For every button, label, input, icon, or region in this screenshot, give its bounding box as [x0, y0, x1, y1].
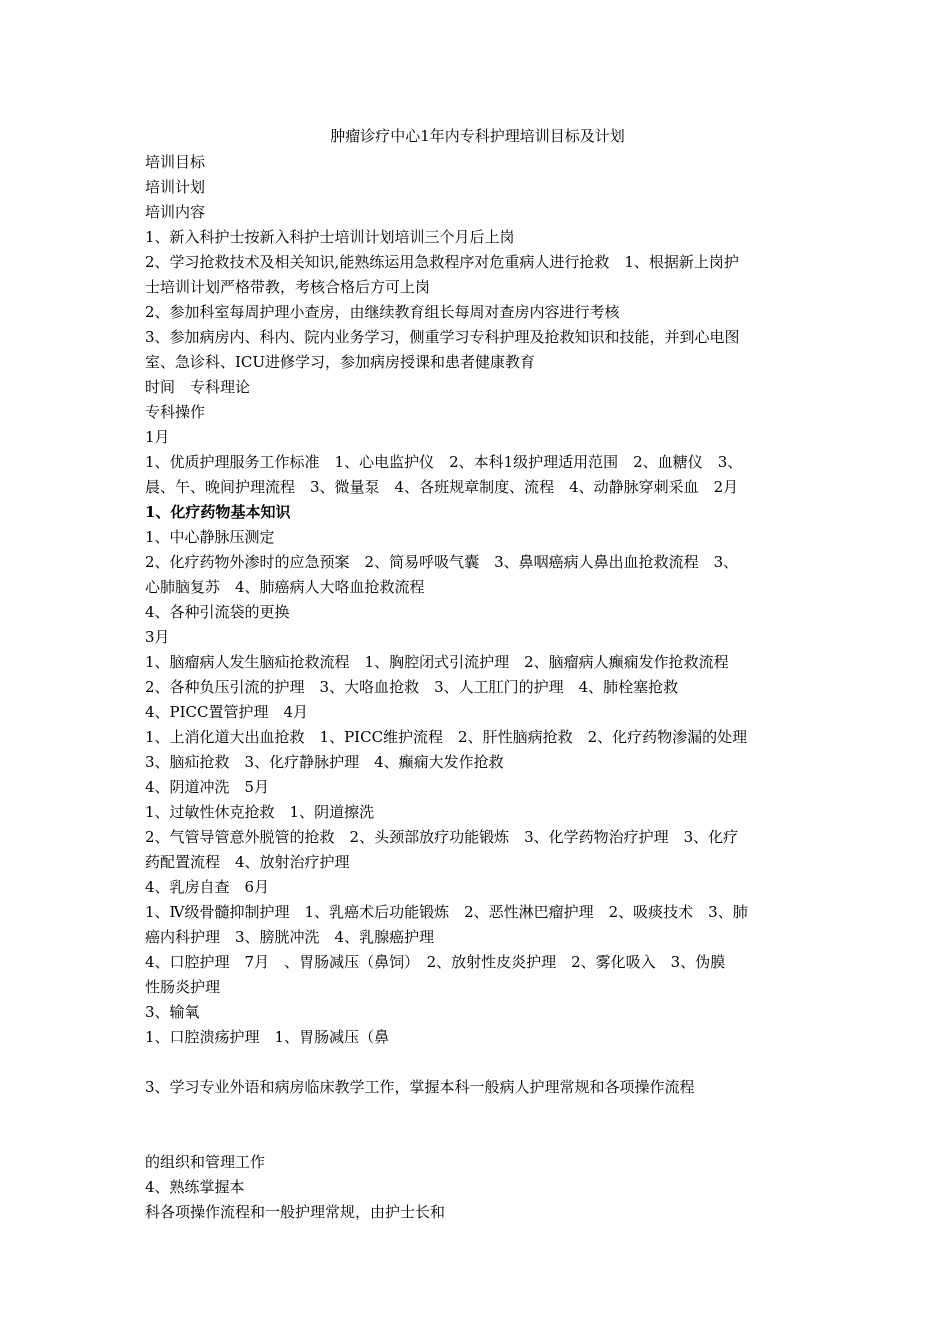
- text-line: 科各项操作流程和一般护理常规，由护士长和: [145, 1203, 446, 1221]
- text-line: 室、急诊科、ICU进修学习，参加病房授课和患者健康教育: [145, 353, 536, 371]
- text-line: 癌内科护理 3、膀胱冲洗 4、乳腺癌护理: [145, 928, 435, 946]
- text-line: 1、过敏性休克抢救 1、阴道擦洗: [145, 803, 375, 821]
- text-line: 2、化疗药物外渗时的应急预案 2、简易呼吸气囊 3、鼻咽癌病人鼻出血抢救流程 3、: [145, 553, 739, 571]
- text-line-bold: 1、化疗药物基本知识: [145, 503, 291, 521]
- text-line: 4、各种引流袋的更换: [145, 603, 290, 621]
- text-line: 4、口腔护理 7月 、胃肠减压（鼻饲） 2、放射性皮炎护理 2、雾化吸入 3、伪膜: [145, 953, 726, 971]
- text-line: 培训内容: [145, 203, 206, 221]
- text-line: 的组织和管理工作: [145, 1153, 266, 1171]
- text-line: 1、中心静脉压测定: [145, 528, 275, 546]
- text-line: 4、阴道冲洗 5月: [145, 778, 270, 796]
- text-line: 4、乳房自查 6月: [145, 878, 270, 896]
- text-line: 1、脑瘤病人发生脑疝抢救流程 1、胸腔闭式引流护理 2、脑瘤病人癫痫发作抢救流程: [145, 653, 729, 671]
- text-line: 3、脑疝抢救 3、化疗静脉护理 4、癫痫大发作抢救: [145, 753, 504, 771]
- text-line: 心肺脑复苏 4、肺癌病人大咯血抢救流程: [145, 578, 425, 596]
- text-line: 4、PICC置管护理 4月: [145, 703, 309, 721]
- blank-lines: [145, 1100, 810, 1150]
- document-page: [145, 126, 810, 1225]
- text-line: 1、新入科护士按新入科护士培训计划培训三个月后上岗: [145, 228, 515, 246]
- text-line: 士培训计划严格带教，考核合格后方可上岗: [145, 278, 431, 296]
- text-line: 2、学习抢救技术及相关知识,能熟练运用急救程序对危重病人进行抢救 1、根据新上岗护: [145, 253, 739, 271]
- document-title: 肿瘤诊疗中心1年内专科护理培训目标及计划: [330, 127, 625, 145]
- text-line: 培训目标: [145, 153, 206, 171]
- text-line: 1、口腔溃疡护理 1、胃肠减压（鼻: [145, 1028, 390, 1046]
- text-line: 性肠炎护理: [145, 978, 221, 996]
- text-line: 1、上消化道大出血抢救 1、PICC维护流程 2、肝性脑病抢救 2、化疗药物渗漏的处理: [145, 728, 748, 746]
- text-line: 2、参加科室每周护理小查房，由继续教育组长每周对查房内容进行考核: [145, 303, 620, 321]
- text-line: 培训计划: [145, 178, 206, 196]
- text-line: 3月: [145, 628, 170, 646]
- text-line: 专科操作: [145, 403, 206, 421]
- text-line: 药配置流程 4、放射治疗护理: [145, 853, 350, 871]
- text-line: 2、各种负压引流的护理 3、大咯血抢救 3、人工肛门的护理 4、肺栓塞抢救: [145, 678, 679, 696]
- text-line: 晨、午、晚间护理流程 3、微量泵 4、各班规章制度、流程 4、动静脉穿刺采血 2月: [145, 478, 739, 496]
- text-line: 1、优质护理服务工作标准 1、心电监护仪 2、本科1级护理适用范围 2、血糖仪 3、: [145, 453, 743, 471]
- text-line: 1月: [145, 428, 170, 446]
- text-line: 3、输氧: [145, 1003, 200, 1021]
- text-line: 3、参加病房内、科内、院内业务学习，侧重学习专科护理及抢救知识和技能，并到心电图: [145, 328, 740, 346]
- blank-line: [145, 1050, 810, 1075]
- text-line: 3、学习专业外语和病房临床教学工作，掌握本科一般病人护理常规和各项操作流程: [145, 1078, 695, 1096]
- text-line: 4、熟练掌握本: [145, 1178, 245, 1196]
- text-line: 2、气管导管意外脱管的抢救 2、头颈部放疗功能锻炼 3、化学药物治疗护理 3、化疗: [145, 828, 739, 846]
- text-line: 时间 专科理论: [145, 378, 251, 396]
- text-line: 1、Ⅳ级骨髓抑制护理 1、乳癌术后功能锻炼 2、恶性淋巴瘤护理 2、吸痰技术 3、肺: [145, 903, 748, 921]
